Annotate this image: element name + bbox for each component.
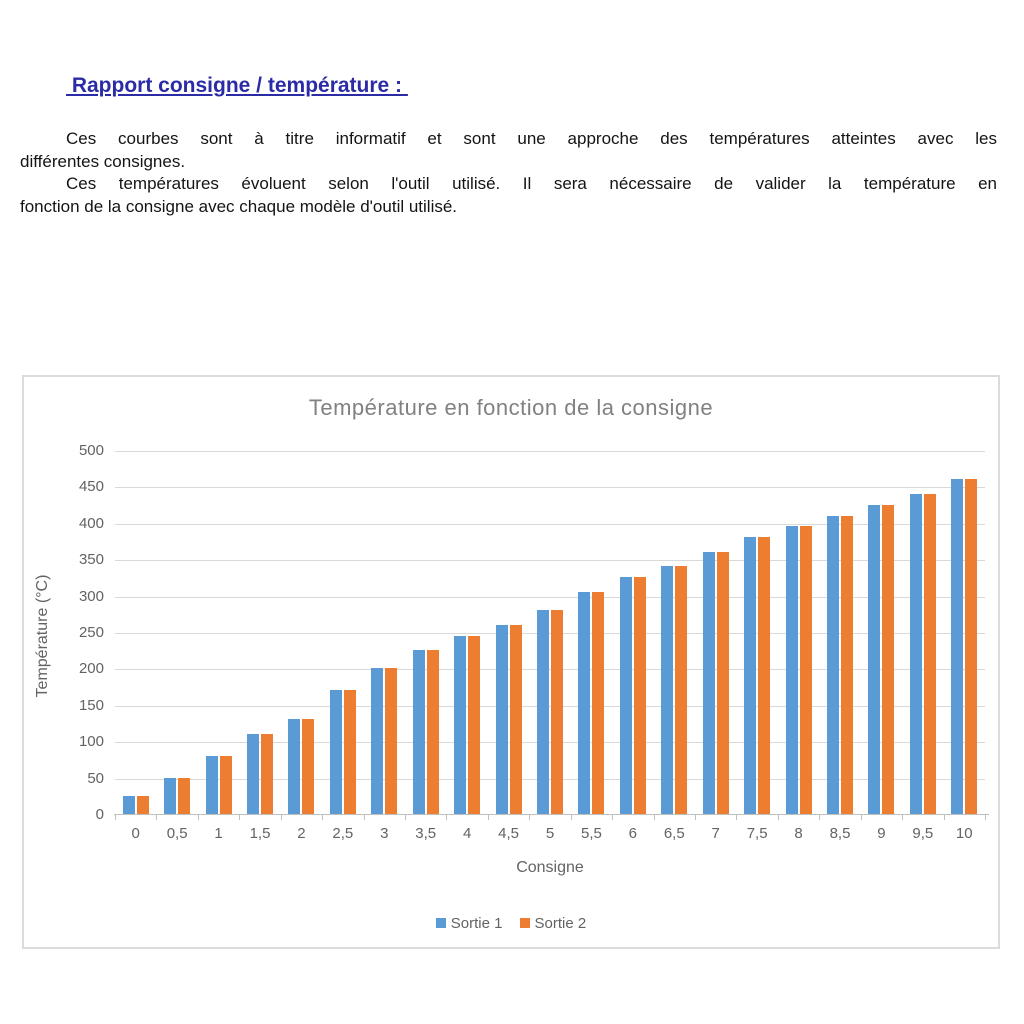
bar-sortie-2 xyxy=(841,516,853,814)
bar-sortie-2 xyxy=(344,690,356,814)
bar-group xyxy=(198,451,239,815)
bar-sortie-1 xyxy=(661,566,673,814)
bar-group xyxy=(405,451,446,815)
x-tick-label: 9,5 xyxy=(912,825,934,842)
x-tick-label: 10 xyxy=(955,825,973,842)
x-axis-tick xyxy=(985,815,986,820)
bar-group xyxy=(819,451,860,815)
bar-sortie-1 xyxy=(868,505,880,814)
x-axis-tick xyxy=(281,815,282,820)
x-tick-label: 1,5 xyxy=(249,825,271,842)
x-axis-tick xyxy=(736,815,737,820)
bar-sortie-2 xyxy=(178,778,190,814)
bar-sortie-2 xyxy=(758,537,770,814)
x-tick-label: 4,5 xyxy=(498,825,519,842)
bar-sortie-2 xyxy=(717,552,729,814)
bar-sortie-2 xyxy=(924,494,936,814)
x-tick-label: 5 xyxy=(545,825,555,842)
x-axis-tick xyxy=(902,815,903,820)
y-axis-title: Température (°C) xyxy=(34,574,51,698)
bar-sortie-2 xyxy=(261,734,273,814)
bar-group xyxy=(364,451,405,815)
bar-group xyxy=(902,451,943,815)
bar-sortie-1 xyxy=(744,537,756,814)
paragraph-line: Ces températures évoluent selon l'outil utilisé. Il sera nécessaire de valider la température en xyxy=(66,174,997,194)
x-tick-label: 3 xyxy=(380,825,389,842)
x-axis-tick-labels xyxy=(115,825,985,845)
report-body xyxy=(20,128,997,218)
bar-sortie-1 xyxy=(371,668,383,814)
bar-group xyxy=(571,451,612,815)
x-axis-tick xyxy=(819,815,820,820)
bar-sortie-1 xyxy=(703,552,715,814)
y-tick-label: 200 xyxy=(78,660,104,678)
legend-item-sortie-2 xyxy=(520,915,587,932)
bar-sortie-2 xyxy=(882,505,894,814)
x-axis-tick xyxy=(695,815,696,820)
bar-sortie-2 xyxy=(468,636,480,814)
bar-sortie-1 xyxy=(951,479,963,814)
y-tick-label: 100 xyxy=(78,733,104,751)
bar-group xyxy=(654,451,695,815)
x-axis-tick xyxy=(115,815,116,820)
paragraph-line: fonction de la consigne avec chaque modèle d'outil utilisé. xyxy=(20,196,458,216)
y-tick-label: 350 xyxy=(78,551,104,569)
legend-label: Sortie 2 xyxy=(534,914,587,932)
x-tick-label: 6,5 xyxy=(663,825,685,842)
x-axis-tick xyxy=(239,815,240,820)
bar-group xyxy=(529,451,570,815)
x-tick-label: 0 xyxy=(131,825,140,842)
bar-group xyxy=(778,451,819,815)
bar-sortie-2 xyxy=(675,566,687,814)
bar-group xyxy=(612,451,653,815)
bar-sortie-2 xyxy=(800,526,812,814)
bar-group xyxy=(861,451,902,815)
x-tick-label: 6 xyxy=(628,825,638,842)
legend-swatch-icon xyxy=(436,918,446,928)
paragraph-line: différentes consignes. xyxy=(20,151,186,171)
bar-sortie-1 xyxy=(123,796,135,814)
legend-label: Sortie 1 xyxy=(450,914,503,932)
bar-sortie-1 xyxy=(206,756,218,814)
x-tick-label: 5,5 xyxy=(580,825,602,842)
x-tick-label: 8 xyxy=(794,825,803,842)
x-axis-tick xyxy=(861,815,862,820)
x-tick-label: 3,5 xyxy=(415,825,437,842)
bar-sortie-1 xyxy=(454,636,466,814)
chart-legend xyxy=(24,913,998,933)
chart-title: Température en fonction de la consigne xyxy=(308,395,714,420)
bar-sortie-2 xyxy=(634,577,646,814)
y-tick-label: 300 xyxy=(78,587,104,605)
x-axis-tick xyxy=(571,815,572,820)
y-tick-label: 250 xyxy=(78,624,104,641)
x-axis-title: Consigne xyxy=(516,859,584,876)
x-axis-tick xyxy=(612,815,613,820)
x-axis-tick xyxy=(529,815,530,820)
bar-group xyxy=(115,451,156,815)
bar-sortie-2 xyxy=(220,756,232,814)
x-tick-label: 0,5 xyxy=(166,825,188,842)
bar-sortie-2 xyxy=(427,650,439,814)
bar-group xyxy=(488,451,529,815)
bar-sortie-2 xyxy=(592,592,604,814)
bar-sortie-1 xyxy=(620,577,632,814)
x-tick-label: 1 xyxy=(214,825,223,842)
y-tick-label: 500 xyxy=(78,442,104,459)
x-tick-label: 4 xyxy=(462,825,472,842)
x-axis-tick xyxy=(446,815,447,820)
bar-sortie-1 xyxy=(786,526,798,814)
x-axis-tick xyxy=(405,815,406,820)
bar-sortie-2 xyxy=(385,668,397,814)
y-tick-label: 450 xyxy=(78,478,104,496)
x-tick-label: 8,5 xyxy=(829,825,851,842)
plot-area xyxy=(115,451,985,815)
x-axis-tick xyxy=(488,815,489,820)
bar-sortie-1 xyxy=(288,719,300,814)
x-axis-tick xyxy=(364,815,365,820)
legend-swatch-icon xyxy=(520,918,530,928)
bar-sortie-1 xyxy=(827,516,839,814)
bar-group xyxy=(322,451,363,815)
temperature-chart xyxy=(22,375,1000,949)
bar-group xyxy=(695,451,736,815)
bar-sortie-1 xyxy=(247,734,259,814)
bar-group xyxy=(446,451,487,815)
bar-sortie-1 xyxy=(578,592,590,814)
bar-group xyxy=(281,451,322,815)
bar-sortie-1 xyxy=(496,625,508,814)
y-tick-label: 150 xyxy=(78,696,104,714)
x-tick-label: 7,5 xyxy=(746,825,768,842)
x-axis-tick xyxy=(944,815,945,820)
x-tick-label: 2,5 xyxy=(332,825,354,842)
bar-sortie-1 xyxy=(330,690,342,814)
bar-group xyxy=(156,451,197,815)
bar-sortie-2 xyxy=(302,719,314,814)
bar-sortie-1 xyxy=(910,494,922,814)
x-tick-label: 9 xyxy=(877,825,886,842)
bar-sortie-2 xyxy=(137,796,149,814)
x-axis-tick xyxy=(156,815,157,820)
x-axis-tick xyxy=(654,815,655,820)
bar-sortie-2 xyxy=(510,625,522,814)
y-tick-label: 400 xyxy=(78,514,104,532)
y-axis-tick-labels xyxy=(24,442,104,823)
legend-item-sortie-1 xyxy=(436,915,503,932)
x-tick-label: 7 xyxy=(711,825,720,842)
y-tick-label: 50 xyxy=(87,769,104,787)
paragraph-line: Ces courbes sont à titre informatif et sont une approche des températures atteintes avec les xyxy=(66,129,997,148)
x-axis-tick xyxy=(198,815,199,820)
bar-sortie-2 xyxy=(551,610,563,814)
bar-sortie-1 xyxy=(413,650,425,814)
bar-group xyxy=(239,451,280,815)
x-axis-tick xyxy=(778,815,779,820)
y-tick-label: 0 xyxy=(95,806,104,823)
bar-sortie-1 xyxy=(164,778,176,814)
bar-group xyxy=(944,451,985,815)
x-tick-label: 2 xyxy=(297,825,306,842)
bar-group xyxy=(736,451,777,815)
bar-sortie-2 xyxy=(965,479,977,814)
x-axis-tick xyxy=(322,815,323,820)
report-heading: Rapport consigne / température : xyxy=(66,74,408,97)
bar-sortie-1 xyxy=(537,610,549,814)
